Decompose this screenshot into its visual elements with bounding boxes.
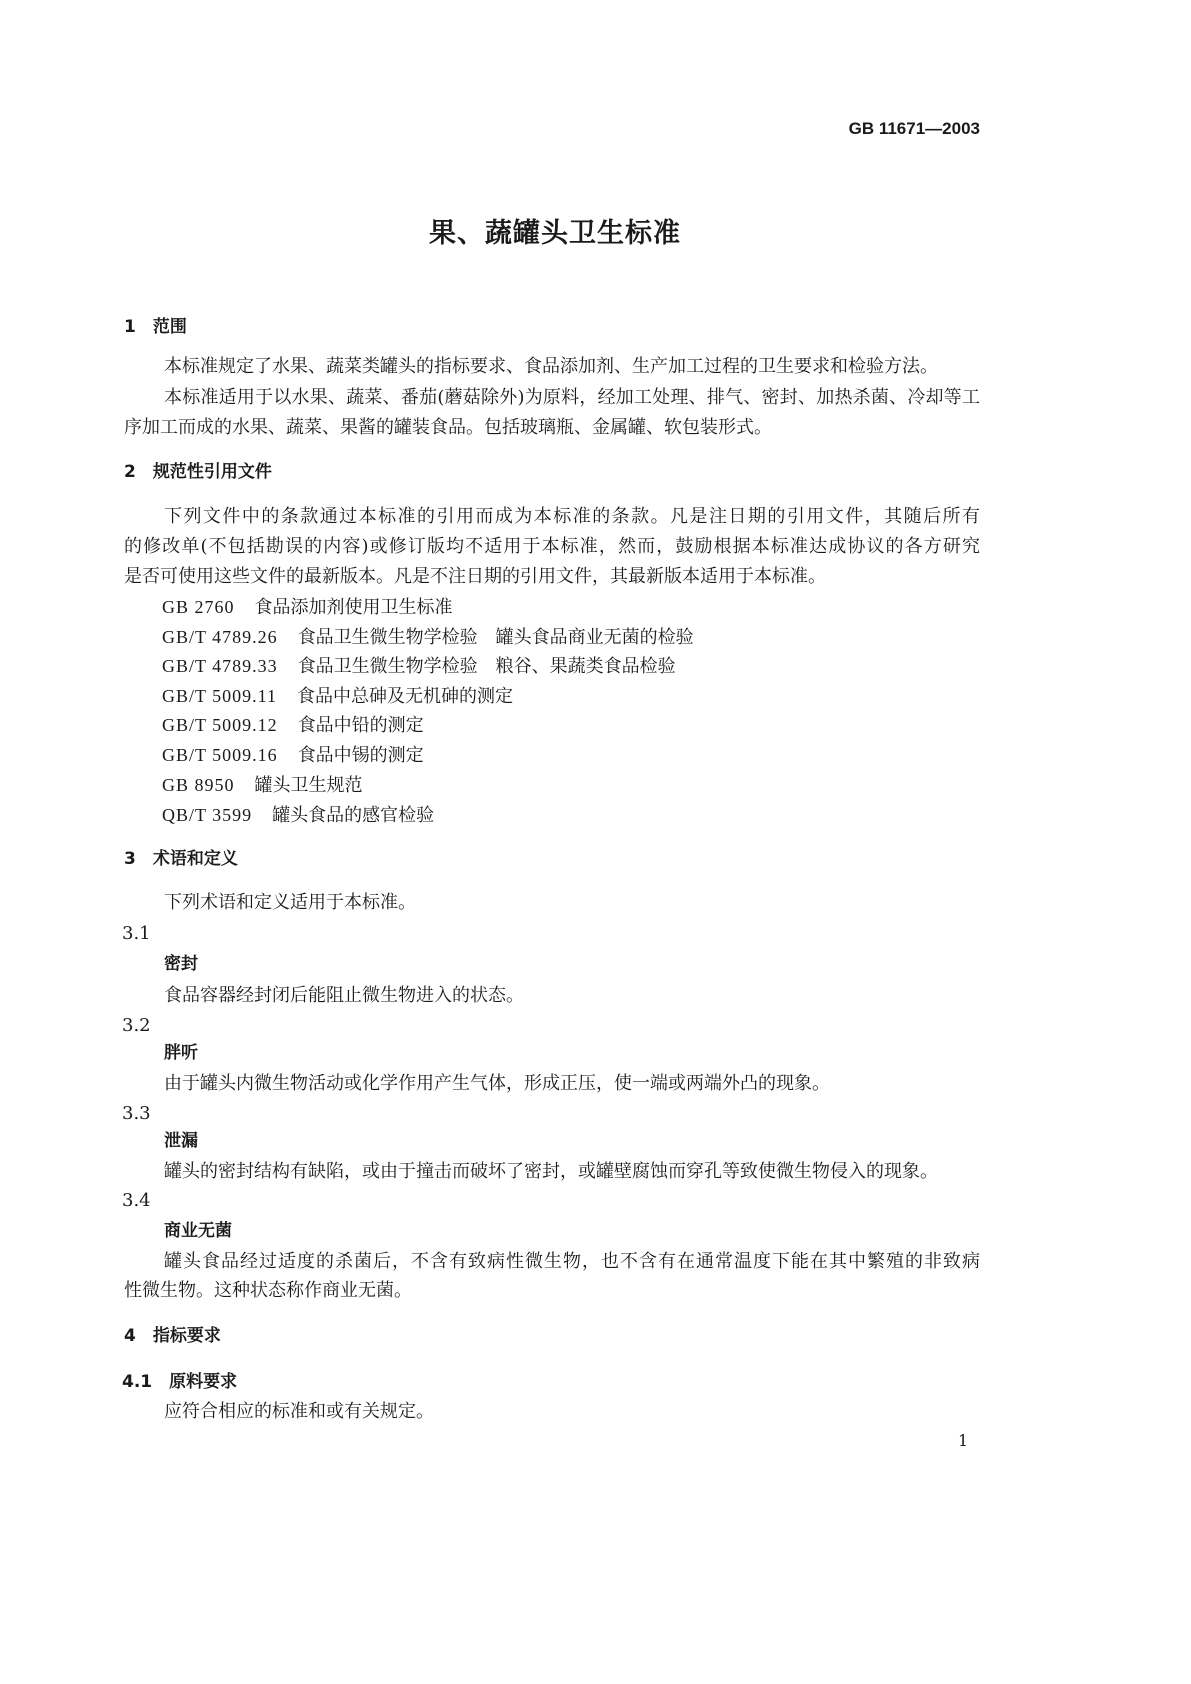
paragraph-line: 应符合相应的标准和或有关规定。 bbox=[164, 1401, 434, 1422]
term-name: 密封 bbox=[164, 954, 198, 974]
section-4-heading: 4 指标要求 bbox=[124, 1326, 221, 1346]
term-number: 3.1 bbox=[122, 923, 151, 944]
term-number: 3.2 bbox=[122, 1015, 151, 1036]
paragraph-line: 的修改单(不包括勘误的内容)或修订版均不适用于本标准，然而，鼓励根据本标准达成协议的各方研究 bbox=[124, 536, 980, 557]
paragraph-line: 下列术语和定义适用于本标准。 bbox=[164, 892, 416, 913]
term-name: 泄漏 bbox=[164, 1131, 198, 1151]
standard-number: GB 11671—2003 bbox=[848, 119, 980, 138]
paragraph-line: 本标准规定了水果、蔬菜类罐头的指标要求、食品添加剂、生产加工过程的卫生要求和检验方法。 bbox=[164, 356, 938, 377]
page-title: 果、蔬罐头卫生标准 bbox=[429, 218, 681, 249]
term-number: 3.4 bbox=[122, 1190, 151, 1211]
term-definition: 罐头食品经过适度的杀菌后，不含有致病性微生物，也不含有在通常温度下能在其中繁殖的非致病 bbox=[164, 1251, 980, 1272]
reference-item: QB/T 3599 罐头食品的感官检验 bbox=[162, 805, 435, 826]
section-3-heading: 3 术语和定义 bbox=[124, 849, 238, 869]
reference-item: GB/T 5009.11 食品中总砷及无机砷的测定 bbox=[162, 686, 514, 707]
reference-item: GB/T 4789.33 食品卫生微生物学检验 粮谷、果蔬类食品检验 bbox=[162, 656, 676, 677]
term-definition: 罐头的密封结构有缺陷，或由于撞击而破坏了密封，或罐壁腐蚀而穿孔等致使微生物侵入的现象。 bbox=[164, 1161, 938, 1182]
subsection-4-1-heading: 4.1 原料要求 bbox=[122, 1372, 238, 1392]
page-number: 1 bbox=[958, 1431, 969, 1450]
term-definition: 食品容器经封闭后能阻止微生物进入的状态。 bbox=[164, 985, 524, 1006]
paragraph-line: 下列文件中的条款通过本标准的引用而成为本标准的条款。凡是注日期的引用文件，其随后所有 bbox=[164, 506, 980, 527]
term-definition: 性微生物。这种状态称作商业无菌。 bbox=[124, 1280, 412, 1301]
term-definition: 由于罐头内微生物活动或化学作用产生气体，形成正压，使一端或两端外凸的现象。 bbox=[164, 1073, 830, 1094]
paragraph-line: 本标准适用于以水果、蔬菜、番茄(蘑菇除外)为原料，经加工处理、排气、密封、加热杀菌、冷却等工 bbox=[164, 387, 980, 408]
term-number: 3.3 bbox=[122, 1103, 151, 1124]
reference-item: GB/T 5009.12 食品中铅的测定 bbox=[162, 715, 424, 736]
section-1-heading: 1 范围 bbox=[124, 317, 187, 337]
paragraph-line: 是否可使用这些文件的最新版本。凡是不注日期的引用文件，其最新版本适用于本标准。 bbox=[124, 566, 826, 587]
reference-item: GB/T 5009.16 食品中锡的测定 bbox=[162, 745, 424, 766]
reference-item: GB 2760 食品添加剂使用卫生标准 bbox=[162, 597, 453, 618]
term-name: 商业无菌 bbox=[164, 1221, 232, 1241]
term-name: 胖听 bbox=[164, 1043, 198, 1063]
paragraph-line: 序加工而成的水果、蔬菜、果酱的罐装食品。包括玻璃瓶、金属罐、软包装形式。 bbox=[124, 417, 772, 438]
reference-item: GB/T 4789.26 食品卫生微生物学检验 罐头食品商业无菌的检验 bbox=[162, 627, 694, 648]
reference-item: GB 8950 罐头卫生规范 bbox=[162, 775, 363, 796]
section-2-heading: 2 规范性引用文件 bbox=[124, 462, 272, 482]
